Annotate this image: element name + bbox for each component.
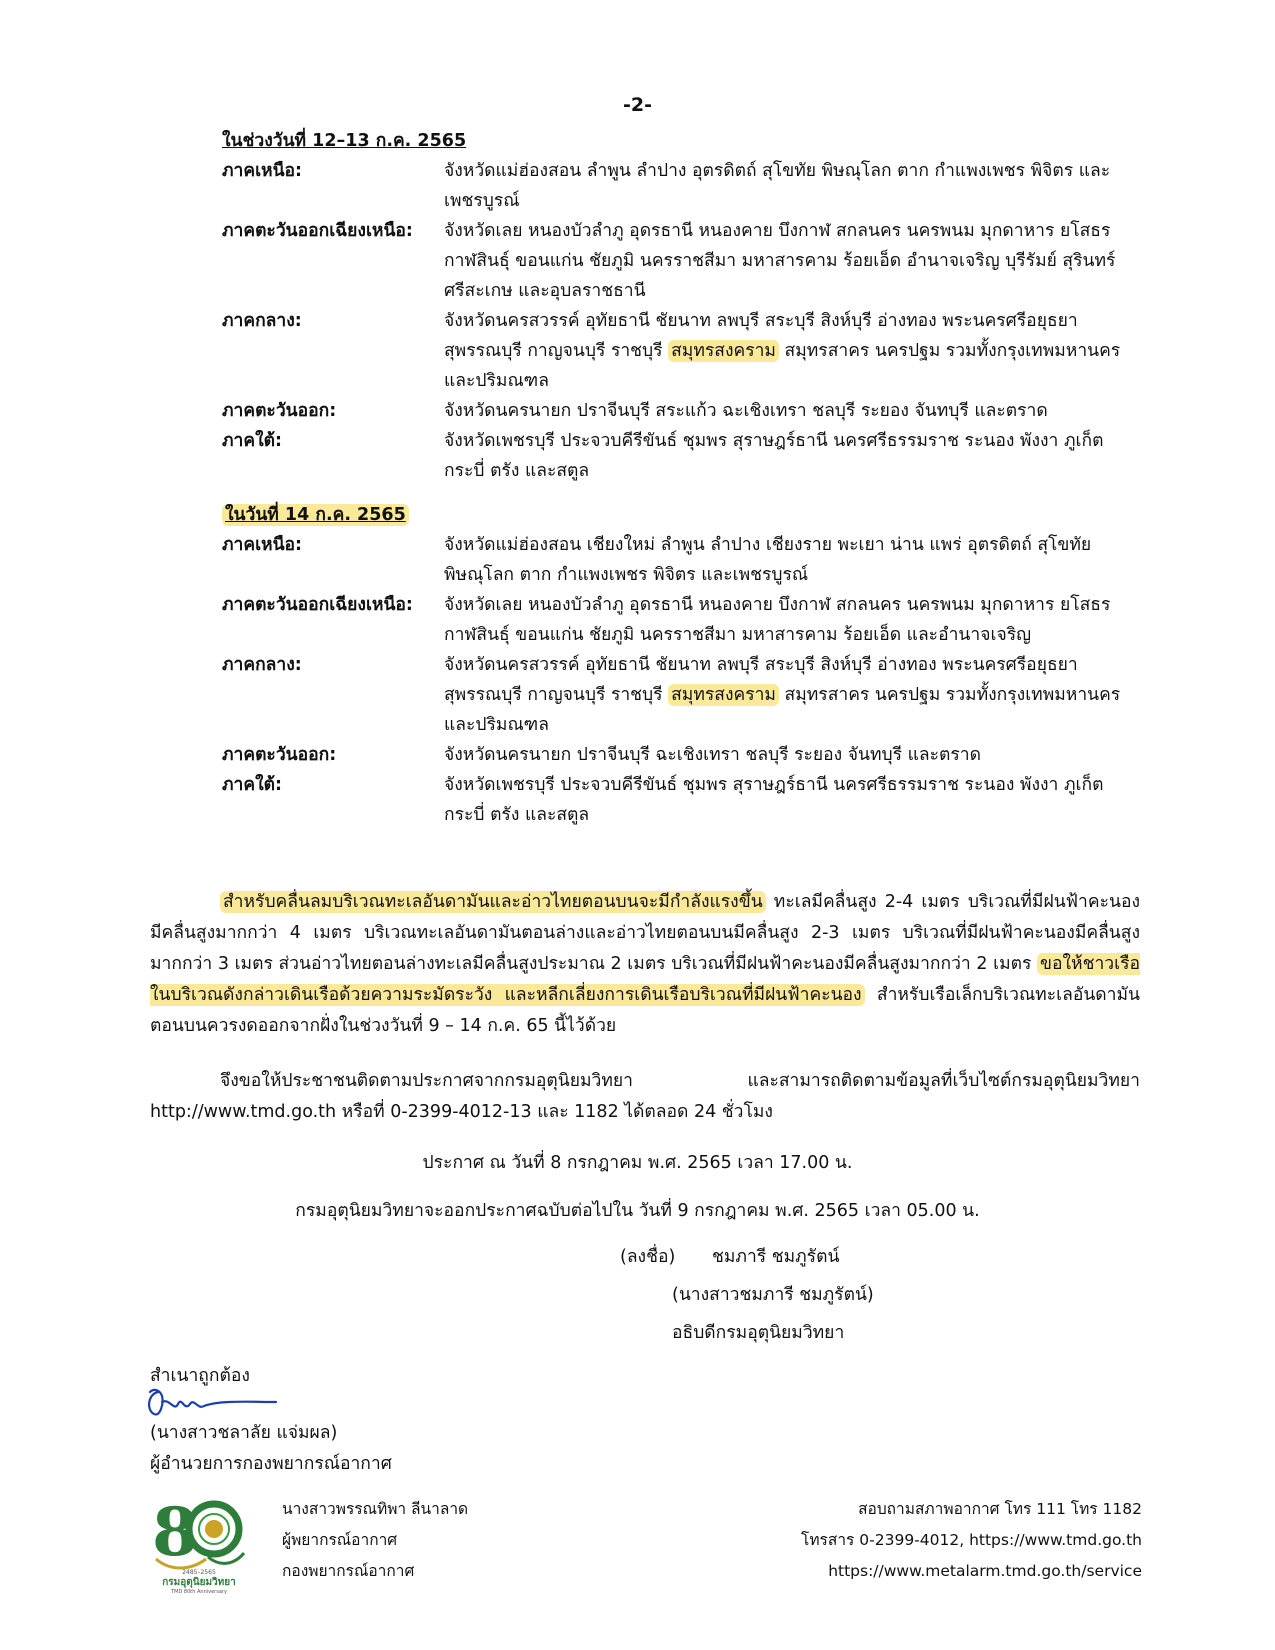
signer-title: อธิบดีกรมอุตุนิยมวิทยา (672, 1323, 845, 1343)
announce-date: ประกาศ ณ วันที่ 8 กรกฎาคม พ.ศ. 2565 เวลา 17.00 น. (422, 1153, 853, 1173)
section-date: ในวันที่ 14 ก.ค. 2565 (222, 504, 409, 526)
region-row-north: ภาคเหนือ: จังหวัดแม่ฮ่องสอน เชียงใหม่ ลำพูน ลำปาง เชียงราย พะเยา น่าน แพร่ อุตรดิตถ์ สุโขทัย พิษณุโลก ตาก กำแพงเพชร พิจิตร และเพชรบูรณ์ (222, 535, 1092, 585)
follow-paragraph: จึงขอให้ประชาชนติดตามประกาศจากกรมอุตุนิยมวิทยา และสามารถติดตามข้อมูลที่เว็บไซต์กรมอุตุนิยมวิทยา http://www.tmd.go.th หรือที่ 0-2399-4012-13 และ 1182 ได้ตลอด 24 ชั่วโมง (150, 1071, 1140, 1122)
warning-highlight: ขอให้ชาวเรือในบริเวณดังกล่าวเดินเรือด้วยความระมัดระวัง และหลีกเลี่ยงการเดินเรือบริเวณที่มีฝนฟ้าคะนอง (150, 954, 1140, 1005)
region-row-south: ภาคใต้: จังหวัดเพชรบุรี ประจวบคีรีขันธ์ ชุมพร สุราษฎร์ธานี นครศรีธรรมราช ระนอง พังงา ภูเก็ต กระบี่ ตรัง และสตูล (222, 775, 1104, 825)
signer-name: ชมภารี ชมภูรัตน์ (712, 1247, 840, 1267)
certifier-title: ผู้อำนวยการกองพยากรณ์อากาศ (150, 1454, 392, 1474)
wave-paragraph: สำหรับคลื่นลมบริเวณทะเลอันดามันและอ่าวไทยตอนบนจะมีกำลังแรงขึ้น ทะเลมีคลื่นสูง 2-4 เมตร บริเวณที่มีฝนฟ้าคะนองมีคลื่นสูงมากกว่า 4 เมตร บริเวณทะเลอันดามันตอนล่างและอ่าวไทยตอนบนมีคลื่นสูง 2-3 เมตร บริเวณที่มีฝนฟ้าคะนองมีคลื่นสูงมากกว่า 3 เมตร ส่วนอ่าวไทยตอนล่างทะเลมีคลื่นสูงประมาณ 2 เมตร บริเวณที่มีฝนฟ้าคะนองมีคลื่นสูงมากกว่า 2 เมตร ขอให้ชาวเรือในบริเวณดังกล่าวเดินเรือด้วยความระมัดระวัง และหลีกเลี่ยงการเดินเรือบริเวณที่มีฝนฟ้าคะนอง สำหรับเรือเล็กบริเวณทะเลอันดามันตอนบนควรงดออกจากฝั่งในช่วงวันที่ 9 – 14 ก.ค. 65 นี้ไว้ด้วย (150, 892, 1140, 1036)
region-row-central: ภาคกลาง: จังหวัดนครสวรรค์ อุทัยธานี ชัยนาท ลพบุรี สระบุรี สิงห์บุรี อ่างทอง พระนครศรีอยุธยา สุพรรณบุรี กาญจนบุรี ราชบุรี สมุทรสงคราม สมุทรสาคร นครปฐม รวมทั้งกรุงเทพมหานคร และปริมณฑล (222, 311, 1121, 391)
region-row-south: ภาคใต้: จังหวัดเพชรบุรี ประจวบคีรีขันธ์ ชุมพร สุราษฎร์ธานี นครศรีธรรมราช ระนอง พังงา ภูเก็ต กระบี่ ตรัง และสตูล (222, 431, 1104, 481)
region-row-north: ภาคเหนือ: จังหวัดแม่ฮ่องสอน ลำพูน ลำปาง อุตรดิตถ์ สุโขทัย พิษณุโลก ตาก กำแพงเพชร พิจิตร และเพชรบูรณ์ (222, 161, 1111, 211)
region-row-northeast: ภาคตะวันออกเฉียงเหนือ: จังหวัดเลย หนองบัวลำภู อุดรธานี หนองคาย บึงกาฬ สกลนคร นครพนม มุกดาหาร ยโสธร กาฬสินธุ์ ขอนแก่น ชัยภูมิ นครราชสีมา มหาสารคาม ร้อยเอ็ด อำนาจเจริญ บุรีรัมย์ สุรินทร์ ศรีสะเกษ และอุบลราชธานี (222, 221, 1116, 301)
wave-highlight: สำหรับคลื่นลมบริเวณทะเลอันดามันและอ่าวไทยตอนบนจะมีกำลังแรงขึ้น (220, 891, 766, 913)
forecast-section-2 (222, 500, 1142, 830)
highlight-province: สมุทรสงคราม (668, 340, 779, 362)
region-row-central: ภาคกลาง: จังหวัดนครสวรรค์ อุทัยธานี ชัยนาท ลพบุรี สระบุรี สิงห์บุรี อ่างทอง พระนครศรีอยุธยา สุพรรณบุรี กาญจนบุรี ราชบุรี สมุทรสงคราม สมุทรสาคร นครปฐม รวมทั้งกรุงเทพมหานคร และปริมณฑล (222, 655, 1121, 735)
svg-text:2485–2565: 2485–2565 (182, 1569, 216, 1576)
page-number: -2- (623, 94, 652, 116)
certified-label: สำเนาถูกต้อง (150, 1366, 250, 1386)
footer-contact: สอบถามสภาพอากาศ โทร 111 โทร 1182 โทรสาร 0-2399-4012, https://www.tmd.go.th https://www.metalarm.tmd.go.th/service (801, 1494, 1142, 1587)
region-row-northeast: ภาคตะวันออกเฉียงเหนือ: จังหวัดเลย หนองบัวลำภู อุดรธานี หนองคาย บึงกาฬ สกลนคร นครพนม มุกดาหาร ยโสธร กาฬสินธุ์ ขอนแก่น ชัยภูมิ นครราชสีมา มหาสารคาม ร้อยเอ็ด และอำนาจเจริญ (222, 595, 1111, 645)
service-link[interactable]: https://www.metalarm.tmd.go.th/service (828, 1562, 1142, 1580)
forecast-section-1 (222, 126, 1142, 486)
region-row-east: ภาคตะวันออก: จังหวัดนครนายก ปราจีนบุรี ฉะเชิงเทรา ชลบุรี ระยอง จันทบุรี และตราด (222, 745, 981, 765)
signer-fullname: (นางสาวชมภารี ชมภูรัตน์) (672, 1285, 874, 1305)
tmd-80th-anniversary-logo (150, 1487, 248, 1595)
footer-forecaster: นางสาวพรรณทิพา ลีนาลาด ผู้พยากรณ์อากาศ กองพยากรณ์อากาศ (282, 1500, 469, 1580)
next-issue: กรมอุตุนิยมวิทยาจะออกประกาศฉบับต่อไปใน วันที่ 9 กรกฎาคม พ.ศ. 2565 เวลา 05.00 น. (295, 1201, 980, 1221)
svg-text:กรมอุตุนิยมวิทยา: กรมอุตุนิยมวิทยา (162, 1577, 236, 1588)
highlight-province: สมุทรสงคราม (668, 684, 779, 706)
signature-label: (ลงชื่อ) (620, 1247, 676, 1267)
svg-text:TMD 80th Anniversary: TMD 80th Anniversary (171, 1589, 227, 1595)
region-row-east: ภาคตะวันออก: จังหวัดนครนายก ปราจีนบุรี สระแก้ว ฉะเชิงเทรา ชลบุรี ระยอง จันทบุรี และตราด (222, 401, 1048, 421)
svg-text:8: 8 (152, 1493, 198, 1571)
section-date: ในช่วงวันที่ 12–13 ก.ค. 2565 (222, 131, 467, 151)
certifier-name: (นางสาวชลาลัย แจ่มผล) (150, 1423, 338, 1443)
